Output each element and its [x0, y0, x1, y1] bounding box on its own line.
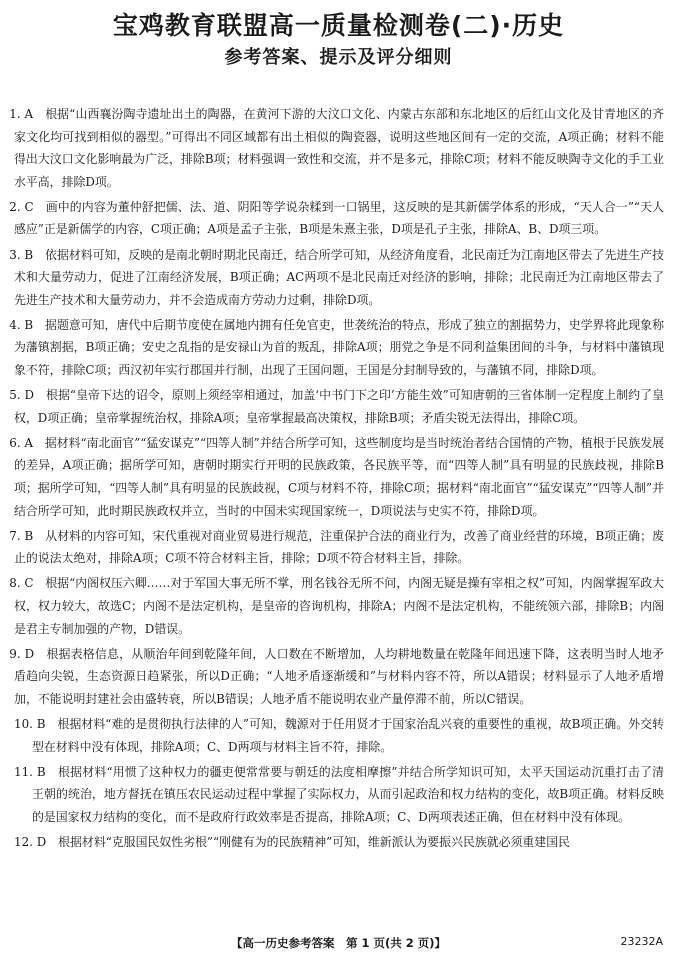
- answer-item: [9, 103, 664, 193]
- answer-number: 11. B: [14, 764, 46, 779]
- answer-item: [14, 761, 664, 829]
- answer-explanation: 根据材料“克服国民奴性劣根”“刚健有为的民族精神”可知，维新派认为要振兴民族就必须重建国民: [58, 834, 570, 849]
- answer-explanation: 根据“皇帝下达的诏令，原则上须经宰相通过，加盖‘中书门下之印’方能生效”可知唐朝的三省体制一定程度上制约了皇权，D项正确；皇帝掌握统治权，排除A项；皇帝掌握最高决策权，排除B项；矛盾尖锐无法得出，排除C项。: [14, 388, 664, 425]
- answer-explanation: 根据材料“用惯了这种权力的疆吏便常常要与朝廷的法度相摩擦”并结合所学知识可知，太平天国运动沉重打击了清王朝的统治，地方督抚在镇压农民运动过程中掌握了实际权力，从而引起政治和权力结构的变化，故B项正确。材料反映的是国家权力结构的变化，而不是政府行政效率是否提高，排除A项；C、D两项表述正确，但在材料中没有体现。: [32, 764, 664, 824]
- answer-number: 10. B: [14, 716, 46, 731]
- answer-number: 3. B: [9, 247, 34, 262]
- answer-list: [9, 103, 664, 856]
- answer-number: 2. C: [9, 199, 34, 214]
- answer-item: [14, 831, 664, 854]
- answer-number: 7. B: [9, 528, 34, 543]
- answer-item: [9, 244, 664, 312]
- answer-number: 1. A: [9, 107, 34, 121]
- answer-number: 6. A: [9, 435, 33, 450]
- answer-explanation: 画中的内容为董仲舒把儒、法、道、阴阳等学说杂糅到一口锅里，这反映的是其新儒学体系的形成，“天人合一”“天人感应”正是新儒学的内容，C项正确；A项是孟子主张，B项是朱熹主张，D项是孔子主张，排除A、B、D项三项。: [14, 199, 664, 237]
- answer-item: [9, 314, 664, 382]
- answer-number: 5. D: [9, 388, 34, 403]
- answer-explanation: 根据材料“难的是贯彻执行法律的人”可知，魏源对于任用贤才于国家治乱兴衰的重要性的重视，故B项正确。外交转型在材料中没有体现，排除A项；C、D两项与材料主旨不符，排除。: [32, 716, 664, 754]
- answer-explanation: 根据“山西襄汾陶寺遗址出土的陶器，在黄河下游的大汶口文化、内蒙古东部和东北地区的后红山文化及甘青地区的齐家文化均可找到相似的器型。”可得出不同区域都有出土相似的陶瓷器，说明这些地区间有一定的交流，A项正确；材料不能得出大汶口文化影响最为广泛，排除B项；材料强调一致性和交流，并不是多元，排除C项；材料不能反映陶寺文化的手工业水平高，排除D项。: [14, 107, 664, 189]
- answer-number: 9. D: [9, 646, 35, 661]
- answer-item: [9, 196, 664, 241]
- page-title: 宝鸡教育联盟高一质量检测卷(二)·历史: [112, 11, 565, 40]
- answer-explanation: 据题意可知，唐代中后期节度使在属地内拥有任免官吏，世袭统治的特点，形成了独立的割据势力，史学界将此现象称为藩镇割据，B项正确；安史之乱指的是安禄山为首的叛乱，排除A项；朋党之争是不同利益集团间的斗争，与材料中藩镇现象不符，排除C项；西汉初年实行郡国并行制，出现了王国问题，王国是分封制导致的，与藩镇不同，排除D项。: [14, 317, 664, 378]
- answer-item: [9, 643, 664, 711]
- answer-item: [14, 713, 664, 758]
- answer-explanation: 据材料“南北面官”“猛安谋克”“四等人制”并结合所学可知，这些制度均是当时统治者结合国情的产物，植根于民族发展的差异，A项正确；据所学可知，唐朝时期实行开明的民族政策，各民族平等，而“四等人制”具有明显的民族歧视，排除B项；据所学可知，“四等人制”具有明显的民族歧视，C项与材料不符，排除C项；据材料“南北面官”“猛安谋克”“四等人制”并结合所学可知，此时期民族政权并立，当时的中国未实现国家统一，D项说法与史实不符，排除D项。: [14, 435, 664, 518]
- answer-explanation: 根据“内阁权压六卿……对于军国大事无所不掌，刑名钱谷无所不问，内阁无疑是操有宰相之权”可知，内阁掌握军政大权，权力较大，故选C；内阁不是法定机构，是皇帝的咨询机构，排除A；内阁不是法定机构，不能统领六部，排除B；内阁是君主专制加强的产物，D错误。: [14, 576, 664, 636]
- answer-item: [9, 525, 664, 570]
- answer-number: 4. B: [9, 317, 34, 332]
- answer-item: [9, 572, 664, 640]
- answer-explanation: 依据材料可知，反映的是南北朝时期北民南迁，结合所学可知，从经济角度看，北民南迁为江南地区带去了先进生产技术和大量劳动力，促进了江南经济发展，B项正确；AC两项不是北民南迁对经济的影响，排除；北民南迁为江南地区带去了先进生产技术和大量劳动力，并不会造成南方劳动力过剩，排除D项。: [14, 247, 664, 307]
- page-subtitle: 参考答案、提示及评分细则: [224, 47, 453, 68]
- answer-explanation: 从材料的内容可知，宋代重视对商业贸易进行规范，注重保护合法的商业行为，改善了商业经营的环境，B项正确；废止的说法太绝对，排除A项；C项不符合材料主旨，排除；D项不符合材料主旨，排除。: [14, 528, 664, 566]
- doc-code: 23232A: [620, 935, 663, 948]
- page-footer: 【高一历史参考答案 第 1 页(共 2 页)】: [230, 936, 447, 950]
- answer-number: 8. C: [9, 576, 34, 591]
- answer-number: 12. D: [14, 834, 47, 849]
- answer-explanation: 根据表格信息，从顺治年间到乾隆年间，人口数在不断增加，人均耕地数量在乾隆年间迅速下降，这表明当时人地矛盾趋向尖锐，生态资源日趋紧张，所以D正确；“人地矛盾逐渐缓和”与材料内容不符，所以A错误；材料显示了人地矛盾增加，不能说明封建社会由盛转衰，所以B错误；人地矛盾不能说明农业产量停滞不前，所以C错误。: [14, 646, 664, 706]
- answer-item: [9, 384, 664, 429]
- answer-item: [9, 432, 664, 522]
